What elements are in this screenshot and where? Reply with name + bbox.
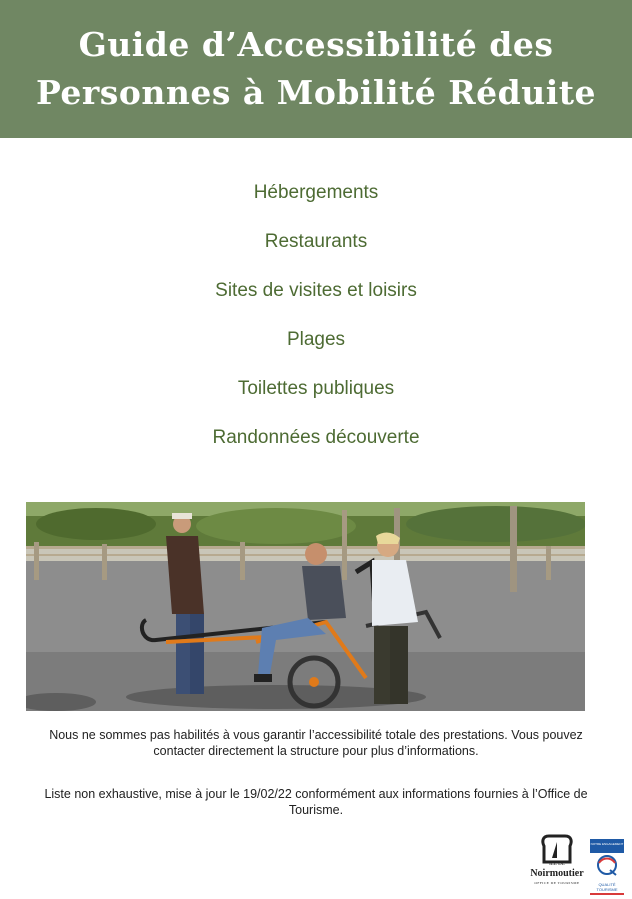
logo-sub-text: OFFICE DE TOURISME [534, 881, 580, 885]
accessibility-photo [26, 502, 585, 711]
page-title-line-1: Guide d’Accessibilité des [78, 25, 554, 64]
category-menu [0, 176, 632, 470]
logo-small-text: ILE DE [549, 862, 565, 867]
qt-text: QUALITÉ TOURISME [596, 882, 618, 892]
menu-item-restaurants[interactable]: Restaurants [264, 231, 368, 252]
menu-item-plages[interactable]: Plages [286, 329, 346, 350]
disclaimer-text: Nous ne sommes pas habilités à vous garantir l’accessibilité totale des prestations. Vous pouvez contacter directement la structure pour plus d’informations. [49, 728, 583, 758]
update-notice-text: Liste non exhaustive, mise à jour le 19/02/22 conformément aux informations fournies à l’Office de Tourisme. [44, 787, 588, 817]
qualite-tourisme-logo [590, 839, 626, 893]
menu-item-sites-visites-loisirs[interactable]: Sites de visites et loisirs [215, 280, 417, 301]
qualite-tourisme-icon [590, 853, 624, 877]
noirmoutier-tourism-logo [524, 832, 590, 894]
page-title-line-2: Personnes à Mobilité Réduite [35, 73, 597, 112]
page-header [0, 0, 632, 138]
logo-name-text: Noirmoutier [530, 868, 584, 879]
menu-item-hebergements[interactable]: Hébergements [253, 182, 379, 203]
menu-item-toilettes-publiques[interactable]: Toilettes publiques [237, 378, 395, 399]
menu-item-randonnees-decouverte[interactable]: Randonnées découverte [212, 427, 420, 448]
qt-badge-text: NOTRE ENGAGEMENT [590, 842, 624, 846]
qt-underline [590, 893, 624, 895]
qt-badge [590, 839, 624, 853]
